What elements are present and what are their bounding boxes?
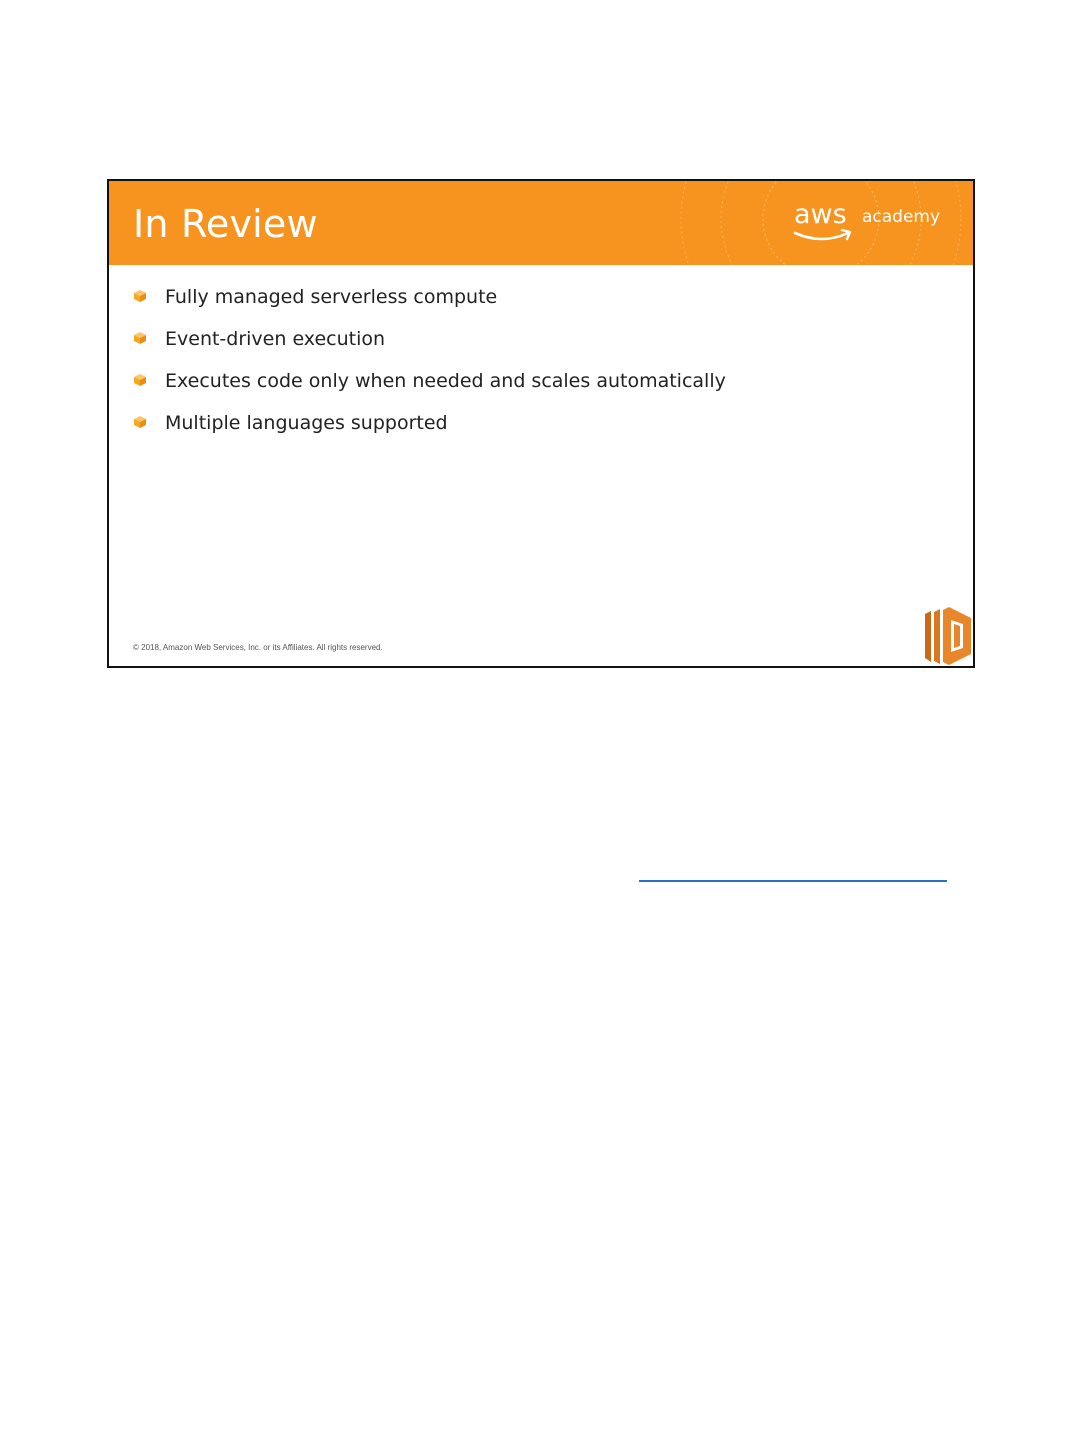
cube-bullet-icon <box>133 373 147 387</box>
bullet-text: Executes code only when needed and scales automatically <box>165 370 726 392</box>
aws-lambda-icon <box>921 606 973 666</box>
copyright-notice: © 2018, Amazon Web Services, Inc. or its Affiliates. All rights reserved. <box>133 643 383 652</box>
cube-bullet-icon <box>133 289 147 303</box>
logo-aws-wordmark: aws <box>794 199 847 230</box>
bullet-text: Multiple languages supported <box>165 412 448 434</box>
logo-academy-text: academy <box>862 207 941 227</box>
aws-academy-logo <box>792 199 952 249</box>
slide-title: In Review <box>133 202 318 246</box>
bullet-text: Fully managed serverless compute <box>165 286 498 308</box>
cube-bullet-icon <box>133 415 147 429</box>
cube-bullet-icon <box>133 331 147 345</box>
bullet-text: Event-driven execution <box>165 328 386 350</box>
slide-header <box>109 181 973 265</box>
slide-frame <box>107 179 975 668</box>
aws-smile-icon <box>792 227 858 245</box>
hyperlink-underline[interactable] <box>639 880 947 882</box>
